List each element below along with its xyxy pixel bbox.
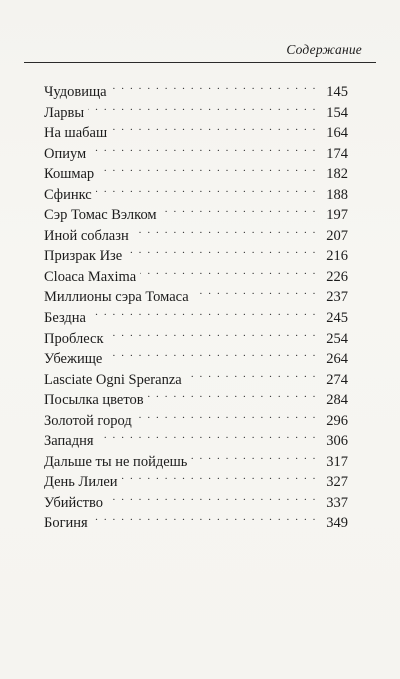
toc-dot-leader	[88, 97, 319, 117]
toc-entry-title: Западня	[44, 433, 94, 450]
toc-dot-leader	[148, 384, 319, 404]
toc-entry-page: 296	[326, 412, 348, 429]
toc-entry-title: Миллионы сэра Томаса	[44, 289, 189, 306]
toc-entry-page: 327	[326, 474, 348, 491]
toc-dot-leader	[136, 405, 319, 425]
toc-entry-title: Чудовища	[44, 84, 107, 100]
toc-entry-page: 306	[326, 433, 348, 450]
toc-entry-page: 154	[326, 104, 348, 121]
toc-dot-leader	[98, 158, 319, 178]
toc-entry-page: 317	[326, 453, 348, 470]
toc-dot-leader	[122, 466, 319, 486]
toc-entry-title: Кошмар	[44, 166, 95, 183]
toc-entry-title: Ларвы	[44, 104, 85, 121]
toc-entry-title: На шабаш	[44, 125, 108, 142]
toc-entry-page: 254	[326, 330, 348, 347]
toc-entry-title: Сфинкс	[44, 186, 92, 203]
toc-entry-title: Бездна	[44, 310, 86, 327]
toc-entry-page: 164	[326, 125, 348, 142]
toc-entry-title: Lasciate Ogni Speranza	[44, 371, 182, 388]
toc-dot-leader	[133, 220, 319, 240]
toc-dot-leader	[126, 240, 319, 260]
toc-entry-page: 237	[326, 289, 348, 306]
toc-entry-page: 145	[326, 84, 348, 100]
toc-entry-page: 226	[326, 268, 348, 285]
toc-dot-leader	[90, 138, 319, 158]
toc-entry-page: 245	[326, 310, 348, 327]
toc-dot-leader	[161, 199, 319, 219]
toc-entry-title: Убежище	[44, 351, 103, 368]
toc-entry-page: 349	[326, 515, 348, 532]
toc-entry-title: Проблеск	[44, 330, 104, 347]
toc-dot-leader	[193, 281, 319, 301]
toc-dot-leader	[107, 487, 319, 507]
toc-entry-page: 284	[326, 392, 348, 409]
toc-entry-title: Призрак Изе	[44, 248, 123, 265]
toc-dot-leader	[186, 364, 319, 384]
toc-entry-title: Опиум	[44, 145, 87, 162]
toc-entry	[44, 76, 348, 100]
toc-entry-page: 182	[326, 166, 348, 183]
toc-entry-title: Дальше ты не пойдешь	[44, 453, 188, 470]
toc-entry-title: Cloaca Maxima	[44, 268, 137, 285]
toc-dot-leader	[111, 117, 319, 137]
toc-entry-page: 188	[326, 186, 348, 203]
toc-entry-title: Посылка цветов	[44, 392, 144, 409]
toc-dot-leader	[108, 323, 319, 343]
toc-entry-page: 216	[326, 248, 348, 265]
toc-entry-page: 264	[326, 351, 348, 368]
toc-entry-page: 274	[326, 371, 348, 388]
toc-dot-leader	[106, 343, 319, 363]
toc-entry-page: 337	[326, 494, 348, 511]
toc-entry-title: День Лилеи	[44, 474, 118, 491]
toc-dot-leader	[140, 261, 319, 281]
toc-dot-leader	[191, 446, 319, 466]
header-rule	[24, 62, 376, 63]
toc-entry-title: Золотой город	[44, 412, 132, 429]
toc-entry-title: Иной соблазн	[44, 227, 129, 244]
toc-entry-title: Убийство	[44, 494, 104, 511]
toc-dot-leader	[111, 76, 319, 96]
toc-entry	[44, 97, 348, 121]
toc-dot-leader	[90, 302, 319, 322]
toc-entry-page: 197	[326, 207, 348, 224]
toc-entry-page: 207	[326, 227, 348, 244]
toc-entry-page: 174	[326, 145, 348, 162]
table-of-contents	[44, 76, 348, 532]
running-head-title: Содержание	[286, 42, 362, 57]
toc-entry	[44, 138, 348, 162]
toc-entry-title: Сэр Томас Вэлком	[44, 207, 157, 224]
toc-entry	[44, 302, 348, 327]
toc-dot-leader	[96, 179, 319, 199]
toc-entry	[44, 117, 348, 142]
toc-dot-leader	[98, 425, 319, 445]
toc-entry-title: Богиня	[44, 515, 88, 532]
toc-dot-leader	[92, 507, 319, 527]
